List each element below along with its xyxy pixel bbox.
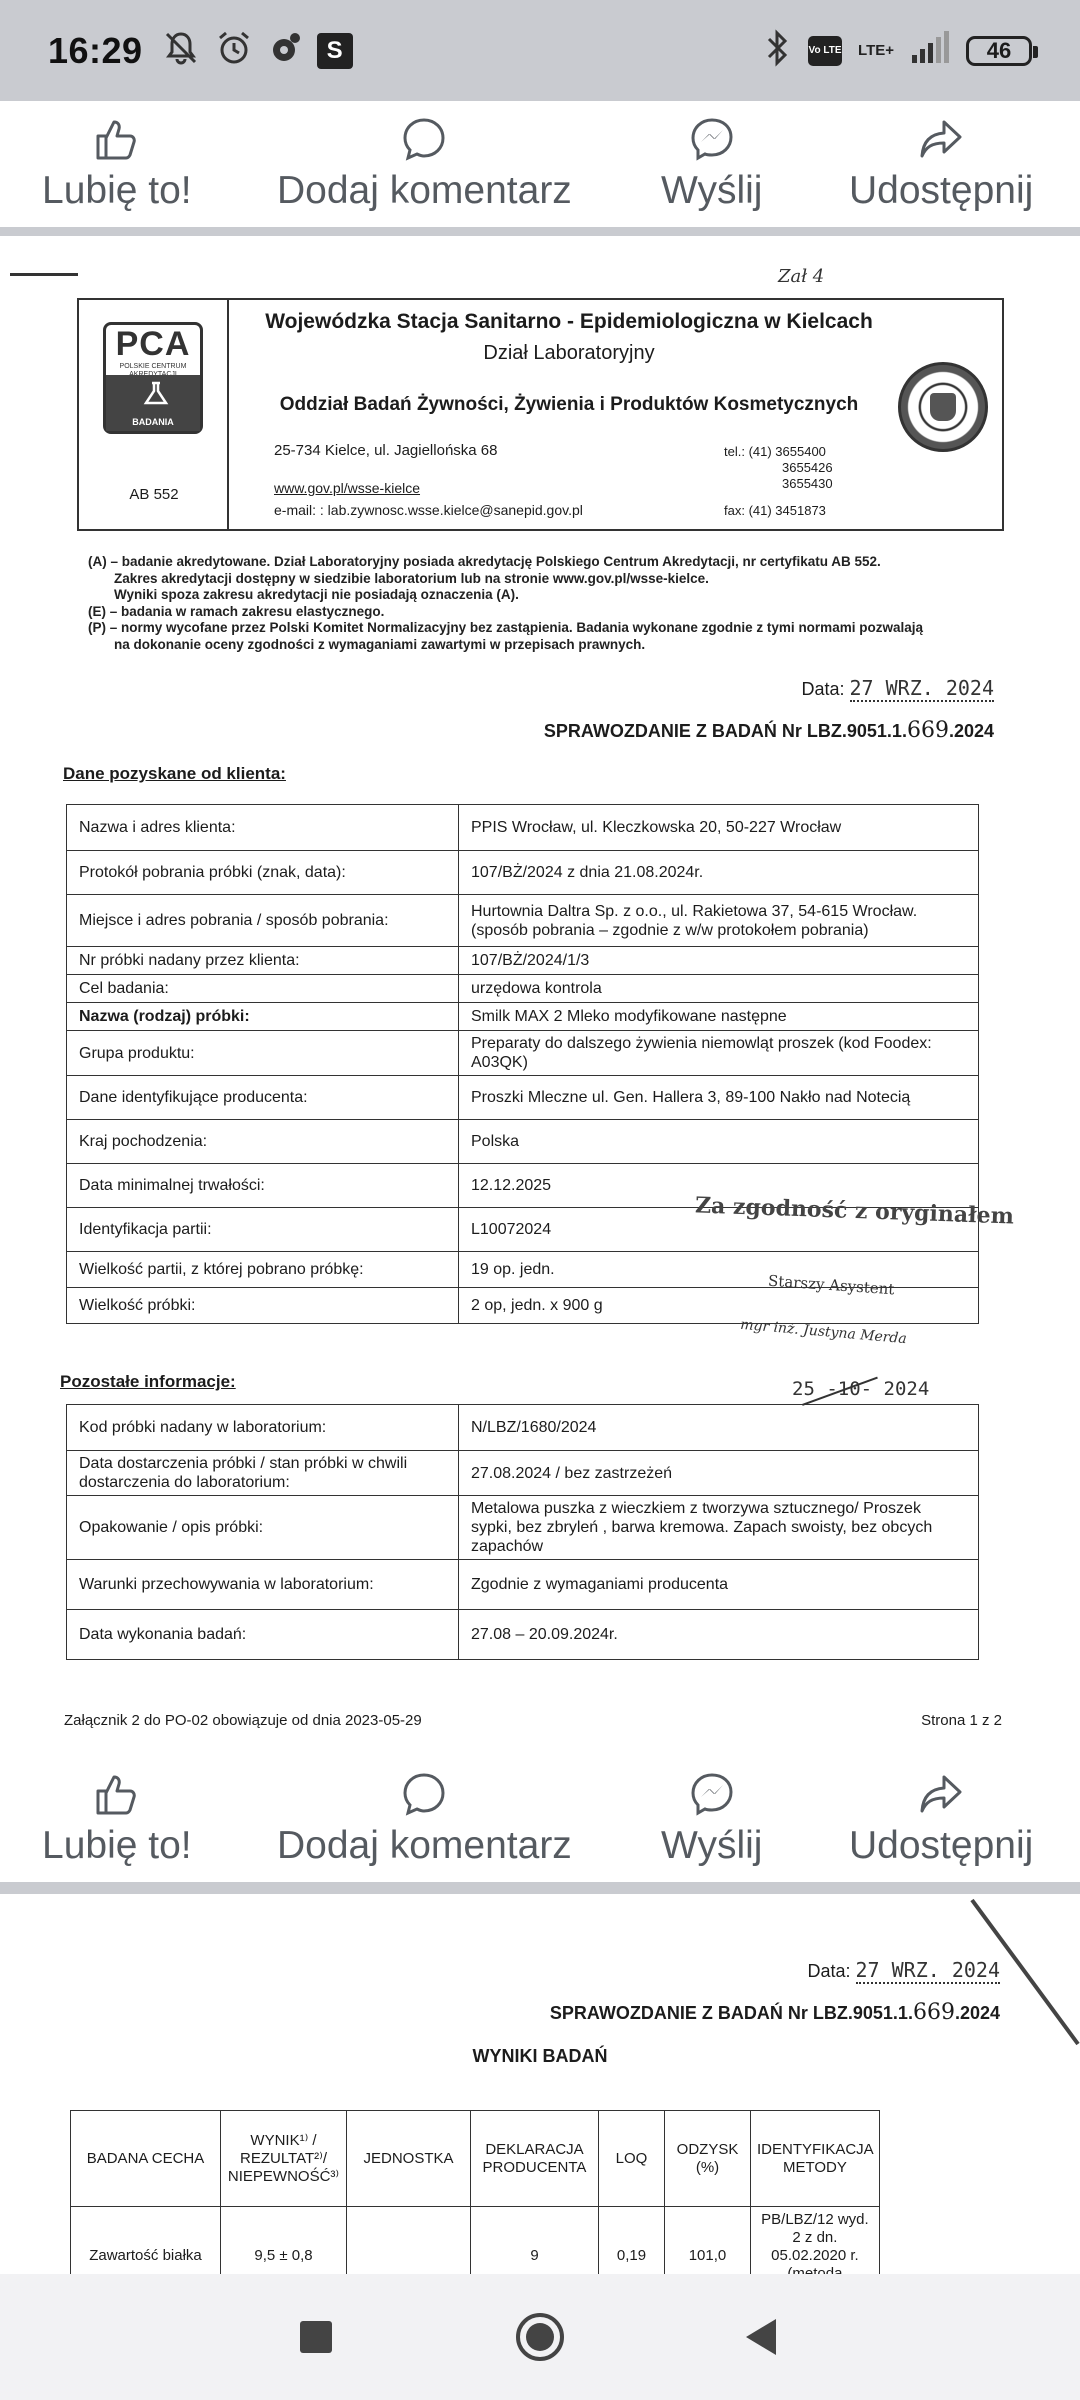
square-recents-icon (299, 2320, 333, 2354)
thumbs-up-icon (93, 1770, 141, 1818)
report-number: SPRAWOZDANIE Z BADAŃ Nr LBZ.9051.1.669.2024 (549, 2000, 1000, 2025)
like-button[interactable] (42, 115, 192, 213)
document-page-1[interactable] (0, 236, 1080, 1756)
table-row (67, 895, 979, 947)
fax: fax: (41) 3451873 (724, 503, 826, 518)
post-action-bar (0, 101, 1080, 227)
results-cell: Zawartość białka (71, 2207, 221, 2306)
table-row (67, 805, 979, 851)
notification-icon (267, 30, 303, 71)
home-button[interactable] (507, 2304, 573, 2370)
like-label: Lubię to! (42, 169, 192, 212)
address: 25-734 Kielce, ul. Jagiellońska 68 (274, 442, 498, 459)
row-label: Wielkość partii, z której pobrano próbkę: (67, 1252, 459, 1288)
share-label: Udostępnij (849, 169, 1034, 212)
results-cell: PB/LBZ/12 wyd. 2 z dn. 05.02.2020 r. (751, 2207, 880, 2306)
table-row (67, 947, 979, 975)
table-row (67, 851, 979, 895)
other-info-table (66, 1404, 979, 1660)
row-label: Nazwa i adres klienta: (67, 805, 459, 851)
comment-label: Dodaj komentarz (277, 1824, 572, 1867)
results-column-header: DEKLARACJA PRODUCENTA (471, 2111, 599, 2207)
results-column-header: ODZYSK (%) (665, 2111, 751, 2207)
document-page-2[interactable] (0, 1896, 1080, 2274)
bluetooth-icon (762, 29, 792, 72)
results-column-header: WYNIK¹⁾ / REZULTAT²⁾/ NIEPEWNOŚĆ³⁾ (221, 2111, 347, 2207)
recents-button[interactable] (283, 2304, 349, 2370)
messenger-icon (688, 115, 736, 163)
row-value: Proszki Mleczne ul. Gen. Hallera 3, 89-100 Nakło nad Notecią (459, 1076, 979, 1120)
pca-logo (103, 322, 203, 434)
send-button[interactable] (661, 115, 762, 213)
row-label: Wielkość próbki: (67, 1288, 459, 1324)
row-label: Warunki przechowywania w laboratorium: (67, 1560, 459, 1610)
row-label: Nr próbki nadany przez klienta: (67, 947, 459, 975)
results-cell: 9,5 ± 0,8 (221, 2207, 347, 2306)
pca-logo-column (79, 300, 229, 529)
thumbs-up-icon (93, 115, 141, 163)
share-label: Udostępnij (849, 1824, 1034, 1867)
table-row (67, 1610, 979, 1660)
table-row (67, 1076, 979, 1120)
row-label: Identyfikacja partii: (67, 1208, 459, 1252)
row-value: PPIS Wrocław, ul. Kleczkowska 20, 50-227 Wrocław (459, 805, 979, 851)
row-label: Kraj pochodzenia: (67, 1120, 459, 1164)
mute-bell-icon (161, 28, 201, 73)
handwritten-note: Zał 4 (778, 266, 825, 287)
row-value: 2 op, jedn. x 900 g (459, 1288, 979, 1324)
scan-mark (10, 273, 78, 276)
other-info-section-title: Pozostałe informacje: (60, 1372, 236, 1391)
send-button[interactable] (661, 1770, 762, 1868)
row-label: Opakowanie / opis próbki: (67, 1496, 459, 1560)
circle-home-icon (514, 2311, 566, 2363)
department: Dział Laboratoryjny (483, 342, 655, 364)
eagle-emblem-icon (930, 393, 956, 421)
share-arrow-icon (917, 1770, 965, 1818)
table-row (67, 1405, 979, 1451)
results-column-header: JEDNOSTKA (347, 2111, 471, 2207)
stamp-title: Starszy Asystent (767, 1271, 896, 1299)
row-label: Data minimalnej trwałości: (67, 1164, 459, 1208)
office-name: Oddział Badań Żywności, Żywienia i Produktów Kosmetycznych (279, 394, 859, 415)
share-button[interactable] (849, 1770, 1033, 1868)
results-column-header: IDENTYFIKACJA METODY (751, 2111, 880, 2207)
status-left-icons (161, 28, 353, 73)
comment-label: Dodaj komentarz (277, 169, 572, 212)
stamp-name: mgr inż. Justyna Merda (739, 1316, 908, 1348)
row-label: Cel badania: (67, 975, 459, 1003)
post-action-bar-2 (0, 1756, 1080, 1882)
row-label: Kod próbki nadany w laboratorium: (67, 1405, 459, 1451)
row-label: Dane identyfikujące producenta: (67, 1076, 459, 1120)
row-label: Data dostarczenia próbki / stan próbki w chwili dostarczenia do laboratorium: (67, 1451, 459, 1496)
results-cell: 0,19 (599, 2207, 665, 2306)
results-column-header: LOQ (599, 2111, 665, 2207)
lte-label: LTE+ (858, 41, 894, 59)
row-value: Hurtownia Daltra Sp. z o.o., ul. Rakietowa 37, 54-615 Wrocław. (sposób pobrania – zgodnie z w/w protokołem pobrania) (459, 895, 979, 947)
row-value: Preparaty do dalszego żywienia niemowląt proszek (kod Foodex: A03QK) (459, 1031, 979, 1076)
report-date: Data: 27 WRZ. 2024 (801, 676, 994, 700)
status-right-icons (762, 29, 1032, 72)
date-stamp: 27 WRZ. 2024 (849, 676, 994, 700)
table-row (67, 1031, 979, 1076)
table-row (67, 1003, 979, 1031)
page-number: Strona 1 z 2 (921, 1712, 1002, 1729)
share-arrow-icon (917, 115, 965, 163)
phone-numbers: tel.: (41) 3655400 3655426 3655430 (724, 444, 833, 491)
row-value: 12.12.2025 (459, 1164, 979, 1208)
row-value: 27.08 – 20.09.2024r. (459, 1610, 979, 1660)
date-stamp: 27 WRZ. 2024 (855, 1958, 1000, 1982)
pca-badge: BADANIA (106, 375, 200, 431)
comment-bubble-icon (400, 115, 448, 163)
client-data-table (66, 804, 979, 1324)
table-row (67, 975, 979, 1003)
triangle-back-icon (742, 2317, 778, 2357)
row-value: Metalowa puszka z wieczkiem z tworzywa sztucznego/ Proszek sypki, bez zbryleń , barwa kremowa. Zapach swoisty, bez obcych zapachów (459, 1496, 979, 1560)
document-footer-left: Załącznik 2 do PO-02 obowiązuje od dnia 2023-05-29 (64, 1712, 422, 1729)
results-cell: 101,0 (665, 2207, 751, 2306)
results-header-row (71, 2111, 880, 2207)
results-column-header: BADANA CECHA (71, 2111, 221, 2207)
status-bar (0, 0, 1080, 101)
table-row (67, 1451, 979, 1496)
stamp-date: 25 -10- 2024 (792, 1378, 930, 1400)
website-link[interactable]: www.gov.pl/wsse-kielce (274, 480, 421, 496)
results-title: WYNIKI BADAŃ (472, 2046, 608, 2066)
accreditation-notes: (A) – badanie akredytowane. Dział Laboratoryjny posiada akredytację Polskiego Centrum Akredytacji, nr certyfikatu AB 552. Zakres akredytacji dostępny w siedzibie laboratorium lub na stronie www.gov.pl/wsse-kielce. Wyniki spoza zakresu akredytacji nie posiadają oznaczenia (A). (E) – badania w ramach zakresu elastycznego. (P) – normy wycofane przez Polski Komitet Normalizacyjny bez zastąpienia. Badania wykonane zgodnie z tymi normami pozwalają na dokonanie oceny zgodności z wymaganiami zawartymi w przepisach prawnych. (88, 554, 923, 652)
row-label: Nazwa (rodzaj) próbki: (67, 1003, 459, 1031)
row-value: L10072024 (459, 1208, 979, 1252)
report-number: SPRAWOZDANIE Z BADAŃ Nr LBZ.9051.1.669.2024 (543, 718, 994, 743)
pca-subtitle: POLSKIE CENTRUM (119, 363, 187, 370)
flask-icon (142, 381, 170, 407)
send-label: Wyślij (661, 1824, 763, 1867)
row-value: 19 op. jedn. (459, 1252, 979, 1288)
share-button[interactable] (849, 115, 1033, 213)
results-cell: 9 (471, 2207, 599, 2306)
accreditation-number: AB 552 (129, 486, 179, 503)
action-divider (0, 1882, 1080, 1894)
row-value: 27.08.2024 / bez zastrzeżeń (459, 1451, 979, 1496)
volte-icon: Vo LTE (808, 36, 842, 66)
row-value: Smilk MAX 2 Mleko modyfikowane następne (459, 1003, 979, 1031)
table-row (67, 1560, 979, 1610)
table-row (67, 1120, 979, 1164)
signal-icon (910, 31, 950, 70)
like-button[interactable] (42, 1770, 192, 1868)
state-sanitary-seal (898, 362, 988, 452)
comment-bubble-icon (400, 1770, 448, 1818)
battery-icon: 46 (966, 36, 1032, 66)
back-button[interactable] (727, 2304, 793, 2370)
navigation-bar (0, 2274, 1080, 2400)
comment-button[interactable] (277, 115, 572, 213)
row-value: urzędowa kontrola (459, 975, 979, 1003)
row-label: Grupa produktu: (67, 1031, 459, 1076)
row-value: 107/BŻ/2024 z dnia 21.08.2024r. (459, 851, 979, 895)
table-row (67, 1496, 979, 1560)
letterhead (77, 298, 1004, 531)
comment-button[interactable] (277, 1770, 572, 1868)
row-value: 107/BŻ/2024/1/3 (459, 947, 979, 975)
pca-title: PCA (115, 325, 191, 363)
row-value: N/LBZ/1680/2024 (459, 1405, 979, 1451)
conformity-stamp: Za zgodność z oryginałem (694, 1192, 1015, 1230)
institution-title: Wojewódzka Stacja Sanitarno - Epidemiologiczna w Kielcach (265, 310, 873, 333)
client-section-title: Dane pozyskane od klienta: (63, 764, 286, 783)
alarm-icon (215, 29, 253, 72)
row-value: Zgodnie z wymaganiami producenta (459, 1560, 979, 1610)
send-label: Wyślij (661, 169, 763, 212)
report-date: Data: 27 WRZ. 2024 (807, 1958, 1000, 1982)
s-app-icon: S (317, 33, 353, 69)
messenger-icon (688, 1770, 736, 1818)
row-label: Data wykonania badań: (67, 1610, 459, 1660)
row-label: Miejsce i adres pobrania / sposób pobrania: (67, 895, 459, 947)
row-value: Polska (459, 1120, 979, 1164)
email[interactable]: e-mail: : lab.zywnosc.wsse.kielce@sanepid.gov.pl (274, 502, 583, 518)
status-time: 16:29 (48, 29, 143, 71)
row-label: Protokół pobrania próbki (znak, data): (67, 851, 459, 895)
like-label: Lubię to! (42, 1824, 192, 1867)
